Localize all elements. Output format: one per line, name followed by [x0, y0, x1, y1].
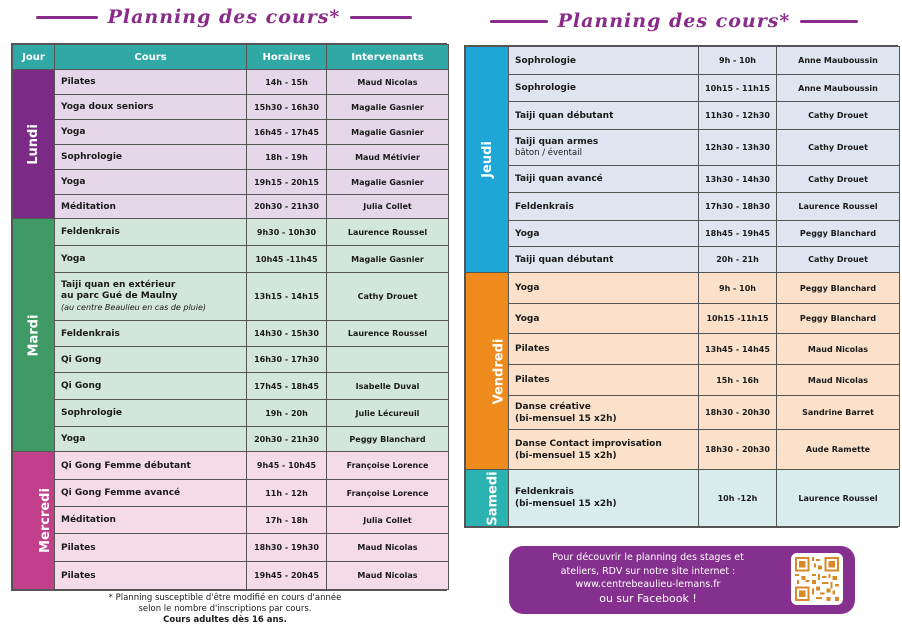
hours-cell: 9h45 - 10h45 [247, 452, 327, 480]
hours-cell: 20h30 - 21h30 [247, 195, 327, 219]
table-row [13, 145, 449, 170]
left-title-text: Planning des cours* [107, 6, 341, 28]
website-promo-box [509, 546, 855, 614]
hours-cell: 16h30 - 17h30 [247, 347, 327, 373]
teacher-cell: Maud Nicolas [777, 365, 900, 396]
day-group-mercredi [13, 452, 449, 590]
hours-cell: 20h30 - 21h30 [247, 427, 327, 452]
table-row [13, 562, 449, 590]
course-frequency: (bi-mensuel 15 x2h) [515, 450, 617, 461]
day-label-vendredi: Vendredi [466, 273, 509, 470]
hours-cell: 13h45 - 14h45 [699, 334, 777, 365]
hours-cell: 11h - 12h [247, 480, 327, 507]
teacher-cell: Peggy Blanchard [777, 273, 900, 304]
table-row [13, 195, 449, 219]
course-cell: Feldenkrais [509, 193, 699, 221]
course-cell: Yoga [509, 273, 699, 304]
course-location: au parc Gué de Maulny [61, 291, 178, 301]
course-cell [55, 273, 247, 321]
course-cell: Feldenkrais [55, 321, 247, 347]
table-row [466, 470, 900, 527]
hours-cell: 13h15 - 14h15 [247, 273, 327, 321]
day-label-mardi: Mardi [13, 219, 55, 452]
course-cell [509, 130, 699, 166]
left-schedule-table [11, 43, 447, 591]
teacher-cell: Magalie Gasnier [327, 170, 449, 195]
table-row [466, 365, 900, 396]
teacher-cell: Maud Nicolas [327, 534, 449, 562]
footnote-line: selon le nombre d'inscriptions par cours. [138, 604, 312, 614]
day-group-jeudi [466, 47, 900, 273]
course-title: Taiji quan armes [515, 136, 599, 147]
table-row [13, 373, 449, 400]
hours-cell: 18h30 - 20h30 [699, 430, 777, 470]
table-row [13, 246, 449, 273]
course-frequency: (bi-mensuel 15 x2h) [515, 413, 617, 424]
teacher-cell: Cathy Drouet [777, 102, 900, 130]
table-row [466, 396, 900, 430]
table-row [13, 95, 449, 120]
teacher-cell: Françoise Lorence [327, 452, 449, 480]
hours-cell: 9h - 10h [699, 47, 777, 75]
table-row [466, 47, 900, 75]
table-row [13, 452, 449, 480]
right-title-text: Planning des cours* [557, 10, 791, 32]
course-cell: Qi Gong Femme débutant [55, 452, 247, 480]
course-cell: Taiji quan débutant [509, 247, 699, 273]
title-rule [490, 20, 548, 23]
hours-cell: 10h15 -11h15 [699, 304, 777, 334]
course-cell: Yoga [55, 246, 247, 273]
teacher-cell: Laurence Roussel [327, 321, 449, 347]
hours-cell: 16h45 - 17h45 [247, 120, 327, 145]
course-cell: Pilates [509, 365, 699, 396]
course-cell: Sophrologie [55, 400, 247, 427]
table-row [466, 304, 900, 334]
promo-text [523, 551, 773, 605]
course-title: Danse créative [515, 401, 591, 412]
table-row [466, 75, 900, 102]
teacher-cell: Isabelle Duval [327, 373, 449, 400]
table-row [466, 247, 900, 273]
table-row [13, 120, 449, 145]
teacher-cell: Aude Ramette [777, 430, 900, 470]
table-row [13, 480, 449, 507]
hours-cell: 19h45 - 20h45 [247, 562, 327, 590]
course-cell: Taiji quan débutant [509, 102, 699, 130]
teacher-cell: Cathy Drouet [327, 273, 449, 321]
title-rule [800, 20, 858, 23]
hours-cell: 20h - 21h [699, 247, 777, 273]
table-row [13, 170, 449, 195]
teacher-cell: Magalie Gasnier [327, 95, 449, 120]
course-title: Feldenkrais [515, 487, 574, 497]
course-cell: Feldenkrais [55, 219, 247, 246]
day-label-mercredi: Mercredi [13, 452, 55, 590]
course-cell: Yoga [55, 120, 247, 145]
header-teacher: Intervenants [327, 45, 449, 70]
table-row [466, 166, 900, 193]
hours-cell: 10h45 -11h45 [247, 246, 327, 273]
course-cell: Qi Gong [55, 347, 247, 373]
table-row [466, 130, 900, 166]
course-cell [509, 430, 699, 470]
teacher-cell: Magalie Gasnier [327, 246, 449, 273]
teacher-cell: Françoise Lorence [327, 480, 449, 507]
table-row [13, 219, 449, 246]
title-rule [350, 16, 412, 19]
promo-line: Pour découvrir le planning des stages et [552, 552, 744, 563]
day-group-lundi [13, 70, 449, 219]
teacher-cell: Peggy Blanchard [327, 427, 449, 452]
table-row [13, 400, 449, 427]
hours-cell: 17h45 - 18h45 [247, 373, 327, 400]
course-cell: Méditation [55, 195, 247, 219]
table-row [13, 347, 449, 373]
hours-cell: 17h30 - 18h30 [699, 193, 777, 221]
hours-cell: 11h30 - 12h30 [699, 102, 777, 130]
table-row [466, 430, 900, 470]
teacher-cell: Maud Nicolas [327, 70, 449, 95]
table-row [13, 70, 449, 95]
course-cell: Sophrologie [509, 47, 699, 75]
table-row [13, 321, 449, 347]
day-label-samedi: Samedi [466, 470, 509, 527]
table-row [13, 534, 449, 562]
promo-facebook-line: ou sur Facebook ! [599, 591, 697, 605]
day-label-jeudi: Jeudi [466, 47, 509, 273]
course-detail: bâton / éventail [515, 147, 582, 158]
table-row [13, 273, 449, 321]
hours-cell: 14h30 - 15h30 [247, 321, 327, 347]
hours-cell: 19h - 20h [247, 400, 327, 427]
course-frequency: (bi-mensuel 15 x2h) [515, 499, 617, 509]
course-cell: Taiji quan avancé [509, 166, 699, 193]
teacher-cell: Laurence Roussel [777, 193, 900, 221]
course-cell [509, 470, 699, 527]
course-cell: Pilates [509, 334, 699, 365]
day-group-samedi [466, 470, 900, 527]
course-cell: Yoga [509, 304, 699, 334]
hours-cell: 19h15 - 20h15 [247, 170, 327, 195]
course-cell: Yoga doux seniors [55, 95, 247, 120]
table-row [466, 334, 900, 365]
teacher-cell: Peggy Blanchard [777, 221, 900, 247]
table-row [466, 102, 900, 130]
teacher-cell: Cathy Drouet [777, 130, 900, 166]
hours-cell: 18h30 - 19h30 [247, 534, 327, 562]
teacher-cell: Anne Mauboussin [777, 75, 900, 102]
teacher-cell: Sandrine Barret [777, 396, 900, 430]
course-cell: Yoga [55, 170, 247, 195]
header-hours: Horaires [247, 45, 327, 70]
header-course: Cours [55, 45, 247, 70]
hours-cell: 14h - 15h [247, 70, 327, 95]
day-group-mardi [13, 219, 449, 452]
teacher-cell: Julia Collet [327, 195, 449, 219]
promo-website-link[interactable]: www.centrebeaulieu-lemans.fr [575, 579, 721, 590]
footnote-line: Cours adultes dès 16 ans. [163, 615, 287, 625]
teacher-cell: Maud Nicolas [777, 334, 900, 365]
hours-cell: 10h -12h [699, 470, 777, 527]
teacher-cell: Peggy Blanchard [777, 304, 900, 334]
hours-cell: 9h30 - 10h30 [247, 219, 327, 246]
teacher-cell: Julie Lécureuil [327, 400, 449, 427]
course-title: Taiji quan en extérieur [61, 280, 176, 290]
course-cell: Pilates [55, 562, 247, 590]
course-cell: Sophrologie [509, 75, 699, 102]
hours-cell: 18h30 - 20h30 [699, 396, 777, 430]
teacher-cell: Cathy Drouet [777, 166, 900, 193]
course-location-note: (au centre Beaulieu en cas de pluie) [61, 303, 207, 312]
hours-cell: 10h15 - 11h15 [699, 75, 777, 102]
table-header-row [13, 45, 449, 70]
day-label-lundi: Lundi [13, 70, 55, 219]
hours-cell: 18h45 - 19h45 [699, 221, 777, 247]
footnote-line: * Planning susceptible d'être modifié en cours d'année [108, 593, 342, 603]
table-row [13, 507, 449, 534]
course-cell: Qi Gong Femme avancé [55, 480, 247, 507]
teacher-cell: Magalie Gasnier [327, 120, 449, 145]
right-title [478, 10, 870, 32]
hours-cell: 18h - 19h [247, 145, 327, 170]
title-rule [36, 16, 98, 19]
course-title: Danse Contact improvisation [515, 438, 662, 449]
promo-line: ateliers, RDV sur notre site internet : [560, 565, 736, 577]
teacher-cell: Julia Collet [327, 507, 449, 534]
course-cell: Pilates [55, 534, 247, 562]
teacher-cell: Laurence Roussel [777, 470, 900, 527]
qr-code-icon[interactable] [791, 553, 843, 605]
teacher-cell: Cathy Drouet [777, 247, 900, 273]
hours-cell: 17h - 18h [247, 507, 327, 534]
course-cell: Sophrologie [55, 145, 247, 170]
table-row [466, 221, 900, 247]
hours-cell: 12h30 - 13h30 [699, 130, 777, 166]
course-cell: Qi Gong [55, 373, 247, 400]
hours-cell: 15h30 - 16h30 [247, 95, 327, 120]
hours-cell: 13h30 - 14h30 [699, 166, 777, 193]
right-schedule-table [464, 45, 898, 528]
teacher-cell: Anne Mauboussin [777, 47, 900, 75]
table-row [466, 193, 900, 221]
course-cell: Yoga [55, 427, 247, 452]
footnote [60, 593, 390, 626]
teacher-cell: Maud Métivier [327, 145, 449, 170]
table-row [13, 427, 449, 452]
teacher-cell: Maud Nicolas [327, 562, 449, 590]
hours-cell: 9h - 10h [699, 273, 777, 304]
teacher-cell: Laurence Roussel [327, 219, 449, 246]
course-cell: Méditation [55, 507, 247, 534]
course-cell [509, 396, 699, 430]
header-day: Jour [13, 45, 55, 70]
table-row [466, 273, 900, 304]
course-cell: Yoga [509, 221, 699, 247]
left-title [30, 6, 418, 28]
course-cell: Pilates [55, 70, 247, 95]
hours-cell: 15h - 16h [699, 365, 777, 396]
day-group-vendredi [466, 273, 900, 470]
teacher-cell [327, 347, 449, 373]
